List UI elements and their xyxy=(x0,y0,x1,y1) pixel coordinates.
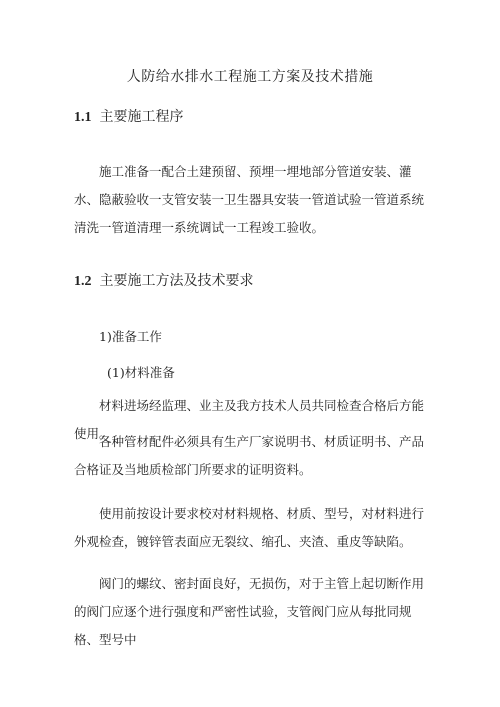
section-number: 1.1 xyxy=(74,110,92,125)
section-heading-1-1 xyxy=(74,106,184,126)
subheading-preparation: 1)准备工作 xyxy=(99,329,162,344)
subheading-material-preparation: (1)材料准备 xyxy=(107,365,175,380)
section-number: 1.2 xyxy=(74,274,92,289)
paragraph-certificates: 各种管材配件必须具有生产厂家说明书、材质证明书、产品合格证及当地质检部门所要求的证明资料。 xyxy=(74,434,425,477)
section-heading-1-2 xyxy=(74,270,254,290)
paragraph-valve-testing: 阀门的螺纹、密封面良好，无损伤，对于主管上起切断作用的阀门应逐个进行强度和严密性试验，支管阀门应从每批同规格、型号中 xyxy=(74,576,425,647)
section-title: 主要施工方法及技术要求 xyxy=(99,273,254,289)
paragraph-material-inspection: 材料进场经监理、业主及我方技术人员共同检查合格后方能使用。 xyxy=(74,398,425,441)
section-title: 主要施工程序 xyxy=(99,109,184,125)
paragraph-construction-sequence: 施工准备一配合土建预留、预埋一埋地部分管道安装、灌水、隐蔽验收一支管安装一卫生器具安装一管道试验一管道系统清洗一管道清理一系统调试一工程竣工验收。 xyxy=(74,164,425,235)
paragraph-visual-check: 使用前按设计要求校对材料规格、材质、型号，对材料进行外观检查，镀锌管表面应无裂纹、缩孔、夹渣、重皮等缺陷。 xyxy=(74,506,425,549)
document-title: 人防给水排水工程施工方案及技术措施 xyxy=(126,69,374,85)
